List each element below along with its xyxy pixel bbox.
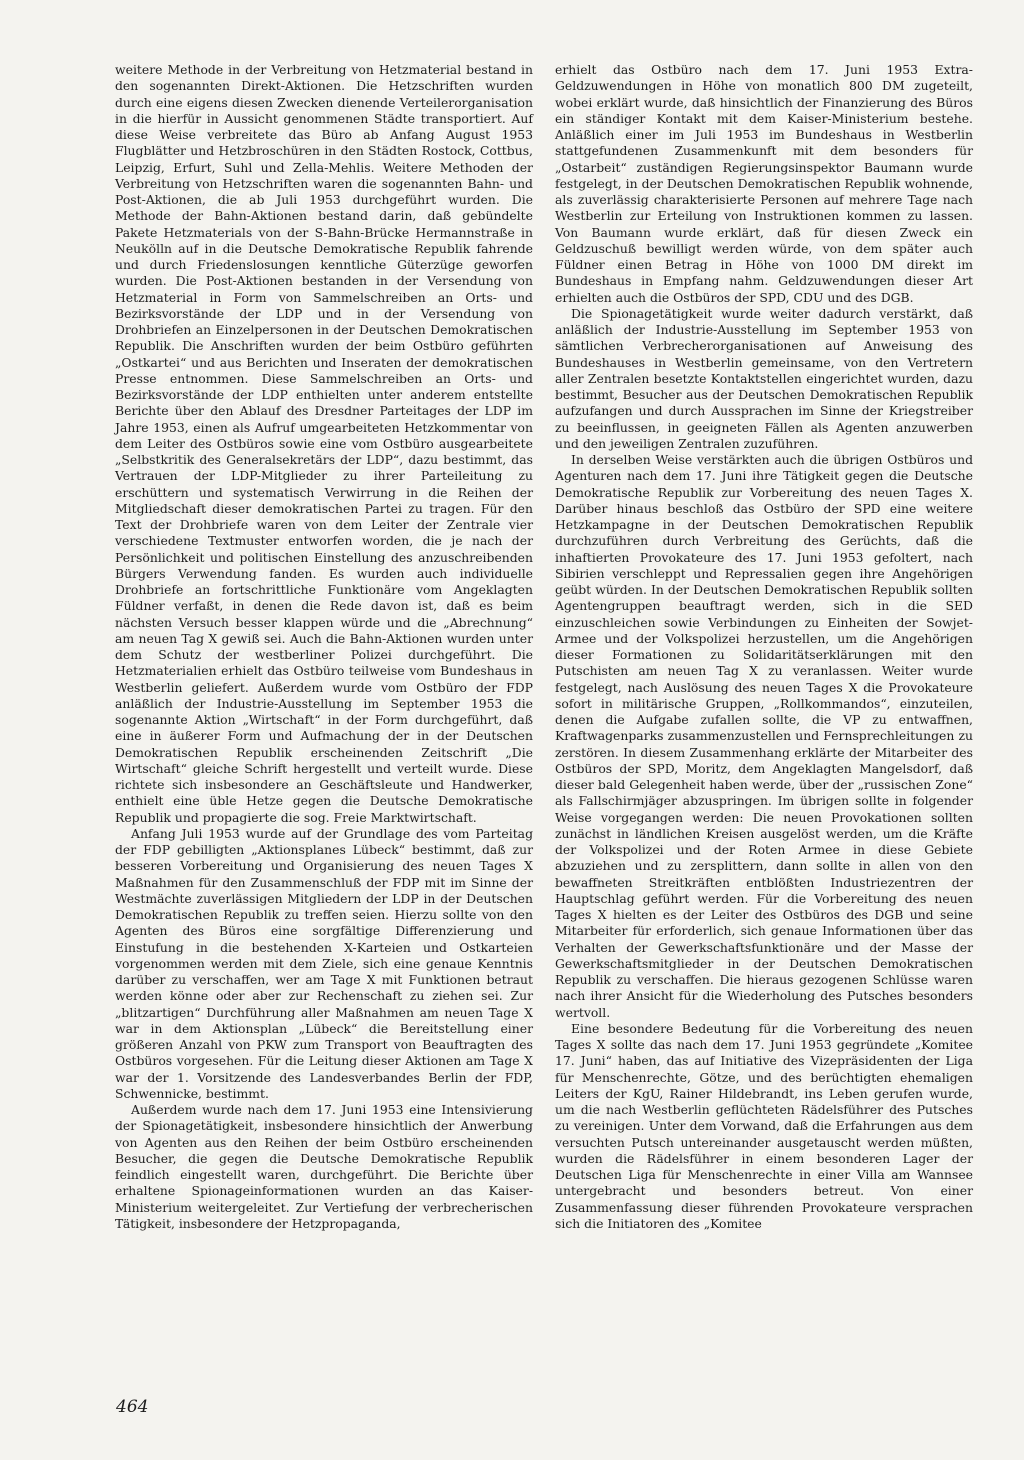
left-text-column (115, 62, 533, 1232)
right-text-column (555, 62, 973, 1232)
paragraph-left-1: weitere Methode in der Verbreitung von Hetzmaterial bestand in den sogenannten Direkt-Aktionen. Die Hetzschriften wurden durch eine eigens diesen Zwecken dienende Verteilerorganisation in die hierfür in Aussicht genommenen Städte transportiert. Auf diese Weise verbreitete das Büro ab Anfang August 1953 Flugblätter und Hetzbroschüren in den Städten Rostock, Cottbus, Leipzig, Erfurt, Suhl und Zella-Mehlis. Weitere Methoden der Verbreitung von Hetzschriften waren die sogenannten Bahn- und Post-Aktionen, die ab Juli 1953 durchgeführt wurden. Die Methode der Bahn-Aktionen bestand darin, daß gebündelte Pakete Hetzmaterials von der S-Bahn-Brücke Hermannstraße in Neukölln auf in die Deutsche Demokratische Republik fahrende und durch Friedenslosungen kenntliche Güterzüge geworfen wurden. Die Post-Aktionen bestanden in der Versendung von Hetzmaterial in Form von Sammelschreiben an Orts- und Bezirksvorstände der LDP und in der Versendung von Drohbriefen an Einzelpersonen in der Deutschen Demokratischen Republik. Die Anschriften wurden der beim Ostbüro geführten „Ostkartei“ und aus Berichten und Inseraten der demokratischen Presse entnommen. Diese Sammelschreiben an Orts- und Bezirksvorstände der LDP enthielten unter anderem entstellte Berichte über den Ablauf des Dresdner Parteitages der LDP im Jahre 1953, einen als Aufruf umgearbeiteten Hetzkommentar von dem Leiter des Ostbüros sowie eine vom Ostbüro ausgearbeitete „Selbstkritik des Generalsekretärs der LDP“, dazu bestimmt, das Vertrauen der LDP-Mitglieder zu ihrer Parteileitung zu erschüttern und systematisch Verwirrung in die Reihen der Mitgliedschaft dieser demokratischen Partei zu tragen. Für den Text der Drohbriefe waren von dem Leiter der Zentrale vier verschiedene Textmuster entworfen worden, die je nach der Persönlichkeit und politischen Einstellung des anzuschreibenden Bürgers Verwendung fanden. Es wurden auch individuelle Drohbriefe an fortschrittliche Funktionäre vom Angeklagten Füldner verfaßt, in denen die Rede davon ist, daß es beim nächsten Versuch besser klappen würde und die „Abrechnung“ am neuen Tag X gewiß sei. Auch die Bahn-Aktionen wurden unter dem Schutz der westberliner Polizei durchgeführt. Die Hetzmaterialien erhielt das Ostbüro teilweise vom Bundeshaus in Westberlin geliefert. Außerdem wurde vom Ostbüro der FDP anläßlich der Industrie-Ausstellung im September 1953 die sogenannte Aktion „Wirtschaft“ in der Form durchgeführt, daß eine in äußerer Form und Aufmachung der in der Deutschen Demokratischen Republik erscheinenden Zeitschrift „Die Wirtschaft“ gleiche Schrift hergestellt und verteilt wurde. Diese richtete sich insbesondere an Geschäftsleute und Handwerker, enthielt eine üble Hetze gegen die Deutsche Demokratische Republik und propagierte die sog. Freie Marktwirtschaft. (115, 62, 533, 825)
paragraph-left-2: Anfang Juli 1953 wurde auf der Grundlage des vom Parteitag der FDP gebilligten „Aktionsplanes Lübeck“ bestimmt, daß zur besseren Vorbereitung und Organisierung des neuen Tages X Maßnahmen für den Zusammenschluß der FDP mit im Sinne der Westmächte zuverlässigen Mitgliedern der LDP in der Deutschen Demokratischen Republik zu treffen seien. Hierzu sollte von den Agenten des Büros eine sorgfältige Differenzierung und Einstufung in die bestehenden X-Karteien und Ostkarteien vorgenommen werden mit dem Ziele, sich eine genaue Kenntnis darüber zu verschaffen, wer am Tage X mit Funktionen betraut werden könne oder aber zur Rechenschaft zu ziehen sei. Zur „blitzartigen“ Durchführung aller Maßnahmen am neuen Tage X war in dem Aktionsplan „Lübeck“ die Bereitstellung einer größeren Anzahl von PKW zum Transport von Beauftragten des Ostbüros vorgesehen. Für die Leitung dieser Aktionen am Tage X war der 1. Vorsitzende des Landesverbandes Berlin der FDP, Schwennicke, bestimmt. (115, 825, 533, 1101)
paragraph-right-3: In derselben Weise verstärkten auch die übrigen Ostbüros und Agenturen nach dem 17. Juni ihre Tätigkeit gegen die Deutsche Demokratische Republik zur Vorbereitung des neuen Tages X. Darüber hinaus beschloß das Ostbüro der SPD eine weitere Hetzkampagne in der Deutschen Demokratischen Republik durchzuführen durch Verbreitung des Gerüchts, daß die inhaftierten Provokateure des 17. Juni 1953 gefoltert, nach Sibirien verschleppt und Repressalien gegen ihre Angehörigen geübt würden. In der Deutschen Demokratischen Republik sollten Agentengruppen beauftragt werden, sich in die SED einzuschleichen sowie Verbindungen zu Einheiten der Sowjet-Armee und der Volkspolizei herzustellen, um die Angehörigen dieser Formationen zu Solidaritätserklärungen mit den Putschisten am neuen Tag X zu veranlassen. Weiter wurde festgelegt, nach Auslösung des neuen Tages X die Provokateure sofort in militärische Gruppen, „Rollkommandos“, einzuteilen, denen die Aufgabe zufallen sollte, die VP zu entwaffnen, Kraftwagenparks zusammenzustellen und Fernsprechleitungen zu zerstören. In diesem Zusammenhang erklärte der Mitarbeiter des Ostbüros der SPD, Moritz, dem Angeklagten Mangelsdorf, daß dieser bald Gelegenheit haben werde, über der „russischen Zone“ als Fallschirmjäger abzuspringen. Im übrigen sollte in folgender Weise vorgegangen werden: Die neuen Provokationen sollten zunächst in ländlichen Kreisen ausgelöst werden, um die Kräfte der Volkspolizei und der Roten Armee in diese Gebiete abzuziehen und zu zersplittern, dann sollte in allen von den bewaffneten Streitkräften entblößten Industriezentren der Hauptschlag geführt werden. Für die Vorbereitung des neuen Tages X hielten es der Leiter des Ostbüros des DGB und seine Mitarbeiter für erforderlich, sich genaue Informationen über das Verhalten der Gewerkschaftsfunktionäre und der Masse der Gewerkschaftsmitglieder in der Deutschen Demokratischen Republik zu verschaffen. Die hieraus gezogenen Schlüsse waren nach ihrer Ansicht für die Wiederholung des Putsches besonders wertvoll. (555, 452, 973, 1020)
paragraph-left-3: Außerdem wurde nach dem 17. Juni 1953 eine Intensivierung der Spionagetätigkeit, insbesondere hinsichtlich der Anwerbung von Agenten aus den Reihen der beim Ostbüro erscheinenden Besucher, die gegen die Deutsche Demokratische Republik feindlich eingestellt waren, durchgeführt. Die Berichte über erhaltene Spionageinformationen wurden an das Kaiser-Ministerium weitergeleitet. Zur Vertiefung der verbrecherischen Tätigkeit, insbesondere der Hetzpropaganda, (115, 1102, 533, 1231)
paragraph-right-2: Die Spionagetätigkeit wurde weiter dadurch verstärkt, daß anläßlich der Industrie-Ausstellung im September 1953 von sämtlichen Verbrecherorganisationen auf Anweisung des Bundeshauses in Westberlin gemeinsame, von den Vertretern aller Zentralen besetzte Kontaktstellen eingerichtet wurden, dazu bestimmt, Besucher aus der Deutschen Demokratischen Republik aufzufangen und durch Aussprachen im Sinne der Kriegstreiber zu beeinflussen, in geeigneten Fällen als Agenten anzuwerben und den jeweiligen Zentralen zuzuführen. (555, 305, 973, 451)
paragraph-right-1: erhielt das Ostbüro nach dem 17. Juni 1953 Extra-Geldzuwendungen in Höhe von monatlich 800 DM zugeteilt, wobei erklärt wurde, daß hinsichtlich der Finanzierung des Büros ein ständiger Kontakt mit dem Kaiser-Ministerium bestehe. Anläßlich einer im Juli 1953 im Bundeshaus in Westberlin stattgefundenen Zusammenkunft mit dem besonders für „Ostarbeit“ zuständigen Regierungsinspektor Baumann wurde festgelegt, in der Deutschen Demokratischen Republik wohnende, als zuverlässig charakterisierte Personen auf mehrere Tage nach Westberlin zur Erteilung von Instruktionen kommen zu lassen. Von Baumann wurde erklärt, daß für diesen Zweck ein Geldzuschuß bewilligt werden würde, von dem später auch Füldner einen Betrag in Höhe von 1000 DM direkt im Bundeshaus in Empfang nahm. Geldzuwendungen dieser Art erhielten auch die Ostbüros der SPD, CDU und des DGB. (555, 62, 973, 305)
paragraph-right-4: Eine besondere Bedeutung für die Vorbereitung des neuen Tages X sollte das nach dem 17. Juni 1953 gegründete „Komitee 17. Juni“ haben, das auf Initiative des Vizepräsidenten der Liga für Menschenrechte, Götze, und des berüchtigten ehemaligen Leiters der KgU, Rainer Hildebrandt, ins Leben gerufen wurde, um die nach Westberlin geflüchteten Rädelsführer des Putsches zu vereinigen. Unter dem Vorwand, daß die Erfahrungen aus dem versuchten Putsch untereinander ausgetauscht werden müßten, wurden die Rädelsführer in einem besonderen Lager der Deutschen Liga für Menschenrechte in einer Villa am Wannsee untergebracht und besonders betreut. Von einer Zusammenfassung dieser führenden Provokateure versprachen sich die Initiatoren des „Komitee (555, 1020, 973, 1231)
page-number: 464 (116, 1397, 149, 1417)
